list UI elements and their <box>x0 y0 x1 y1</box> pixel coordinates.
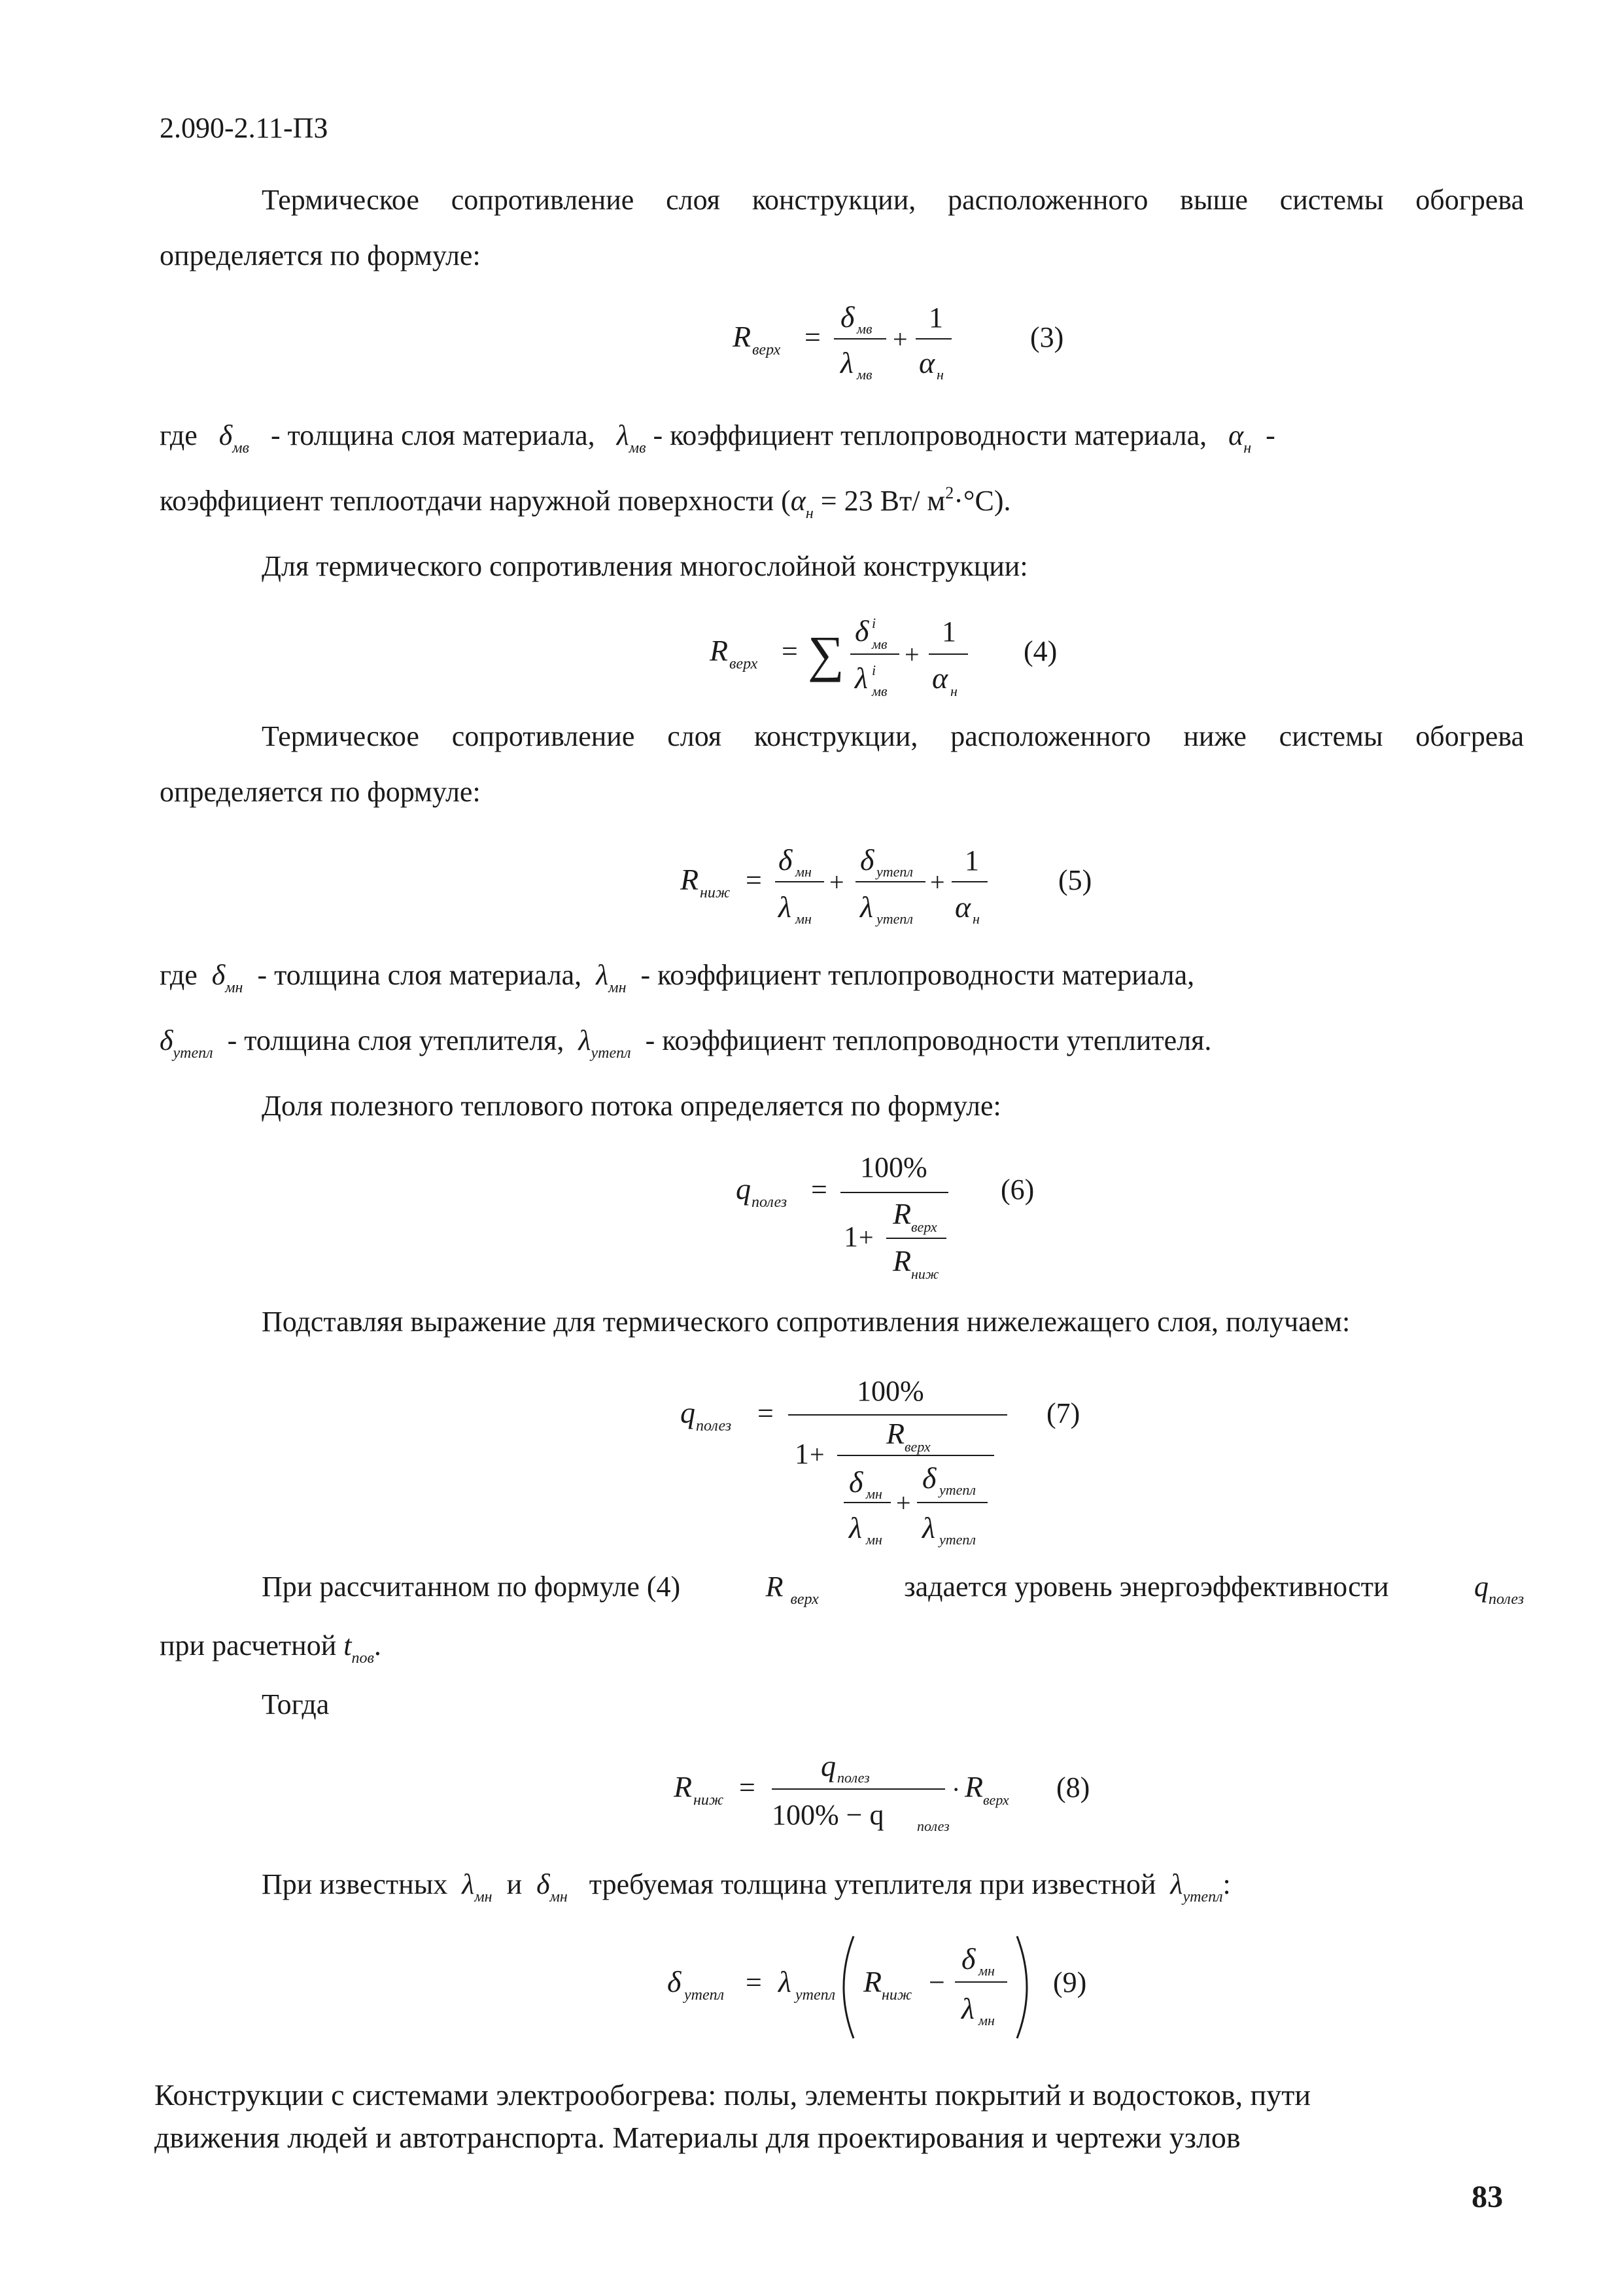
svg-text:(7): (7) <box>1046 1397 1080 1429</box>
footer-line-1: Конструкции с системами электрообогрева: полы, элементы покрытий и водостоков, пути <box>154 2078 1311 2112</box>
svg-text:δ: δ <box>860 843 874 877</box>
paragraph-3: Для термического сопротивления многослойной конструкции: <box>262 550 1028 582</box>
svg-text:q: q <box>821 1749 836 1783</box>
svg-text:мн: мн <box>866 1531 882 1548</box>
svg-text:н: н <box>973 911 980 927</box>
svg-text:=: = <box>757 1397 774 1429</box>
svg-text:λ: λ <box>961 1992 975 2025</box>
paragraph-8-line-2: при расчетной $t_{пов}$. <box>160 1629 381 1667</box>
svg-text:R: R <box>886 1417 905 1450</box>
svg-text:·: · <box>952 1775 961 1804</box>
svg-text:мн: мн <box>978 1962 995 1979</box>
svg-text:(8): (8) <box>1056 1771 1090 1803</box>
svg-text:1: 1 <box>942 616 956 648</box>
paragraph-6: Доля полезного теплового потока определяется по формуле: <box>262 1090 1001 1122</box>
svg-text:ниж: ниж <box>911 1266 939 1282</box>
paragraph-8-line-1: При рассчитанном по формуле (4) R $_{верх}$ задается уровень энергоэффективности $q_{полез}$ <box>262 1571 1524 1608</box>
svg-text:+: + <box>905 640 920 669</box>
svg-text:утепл: утепл <box>795 1987 836 2004</box>
equation-5 <box>680 831 1151 945</box>
svg-text:1: 1 <box>929 302 943 334</box>
svg-text:1: 1 <box>795 1438 809 1470</box>
svg-text:λ: λ <box>840 346 854 379</box>
paragraph-2-line-1: где $\delta_{мв}$ - толщина слоя материала, $\lambda_{мв}$ - коэффициент теплопроводности материала, $\alpha_н$ - <box>160 419 1275 457</box>
svg-text:1: 1 <box>844 1221 858 1253</box>
svg-text:(5): (5) <box>1058 864 1092 896</box>
svg-text:δ: δ <box>855 614 869 648</box>
paragraph-1-line-1: Термическое сопротивление слоя конструкции, расположенного выше системы обогрева <box>262 184 1524 216</box>
svg-text:∑: ∑ <box>808 625 844 682</box>
svg-text:утепл: утепл <box>876 911 914 927</box>
svg-text:мн: мн <box>795 863 812 880</box>
svg-text:−: − <box>929 1966 945 1998</box>
svg-text:R: R <box>893 1197 912 1230</box>
paragraph-9: Тогда <box>262 1688 330 1720</box>
svg-text:R: R <box>863 1965 882 1998</box>
svg-text:1: 1 <box>965 844 979 877</box>
svg-text:+: + <box>859 1223 874 1252</box>
svg-text:мн: мн <box>978 2012 995 2028</box>
svg-text:α: α <box>932 661 948 695</box>
eq3-lhs: R <box>733 320 752 353</box>
svg-text:+: + <box>810 1440 825 1469</box>
svg-text:100%: 100% <box>860 1151 927 1183</box>
svg-text:R: R <box>893 1244 912 1278</box>
svg-text:=: = <box>739 1771 755 1803</box>
paragraph-1-line-2: определяется по формуле: <box>160 239 481 271</box>
svg-text:q: q <box>736 1172 751 1206</box>
svg-text:н: н <box>950 683 958 699</box>
eq3-number: (3) <box>1030 321 1064 353</box>
paragraph-7: Подставляя выражение для термического сопротивления нижележащего слоя, получаем: <box>262 1306 1351 1338</box>
svg-text:=: = <box>811 1174 827 1206</box>
paragraph-5-line-2: $\delta_{утепл}$ - толщина слоя утеплителя, $\lambda_{утепл}$ - коэффициент теплопроводности утеплителя. <box>160 1024 1212 1062</box>
svg-text:R: R <box>680 863 699 896</box>
svg-text:+: + <box>896 1488 911 1518</box>
paragraph-2-line-2: коэффициент теплоотдачи наружной поверхности ($\alpha_н = 23$ Вт/ $м^2\cdot^\circ С$). <box>160 483 1011 522</box>
equation-9 <box>667 1930 1138 2051</box>
svg-text:100% − q: 100% − q <box>772 1799 884 1831</box>
svg-text:+: + <box>829 867 844 897</box>
paragraph-4-line-2: определяется по формуле: <box>160 776 481 808</box>
svg-text:δ: δ <box>840 300 855 334</box>
svg-text:мн: мн <box>795 911 812 927</box>
svg-text:мв: мв <box>857 321 872 337</box>
svg-text:=: = <box>746 1966 762 1998</box>
svg-text:R: R <box>965 1770 984 1803</box>
svg-text:λ: λ <box>922 1511 935 1544</box>
svg-text:мн: мн <box>866 1486 882 1502</box>
svg-text:α: α <box>955 890 971 924</box>
svg-text:мв: мв <box>857 366 872 383</box>
svg-text:i: i <box>872 662 876 678</box>
svg-text:утепл: утепл <box>939 1531 976 1548</box>
svg-text:R: R <box>710 634 729 667</box>
svg-text:R: R <box>674 1770 693 1803</box>
svg-text:мв: мв <box>872 683 888 699</box>
svg-text:δ: δ <box>922 1461 937 1495</box>
svg-text:=: = <box>782 635 798 667</box>
equation-3 <box>733 288 1125 402</box>
footer-line-2: движения людей и автотранспорта. Материалы для проектирования и чертежи узлов <box>154 2121 1241 2154</box>
svg-text:утепл: утепл <box>939 1482 976 1498</box>
svg-text:λ: λ <box>778 1965 791 1998</box>
svg-text:δ: δ <box>961 1942 976 1975</box>
svg-text:δ: δ <box>849 1465 863 1499</box>
paragraph-5-line-1: где $\delta_{мн}$ - толщина слоя материала, $\lambda_{мн}$ - коэффициент теплопроводности материала, <box>160 959 1195 996</box>
svg-text:верх: верх <box>983 1792 1009 1808</box>
svg-text:λ: λ <box>860 890 873 924</box>
svg-text:н: н <box>937 366 944 383</box>
svg-text:(6): (6) <box>1001 1174 1035 1206</box>
svg-text:δ: δ <box>667 1965 682 1998</box>
svg-text:i: i <box>872 615 876 631</box>
svg-text:+: + <box>893 324 908 354</box>
svg-text:=: = <box>746 864 762 896</box>
svg-text:q: q <box>680 1396 695 1429</box>
equation-7 <box>680 1357 1151 1570</box>
svg-text:α: α <box>919 346 935 379</box>
svg-text:λ: λ <box>855 661 868 695</box>
paragraph-10: При известных $\lambda_{мн}$ и $\delta_{мн}$ требуемая толщина утеплителя при известной $\lambda_{утепл}$: <box>262 1868 1231 1905</box>
svg-text:δ: δ <box>778 843 793 877</box>
svg-text:утепл: утепл <box>684 1987 725 2004</box>
svg-text:мв: мв <box>872 636 888 652</box>
equation-8 <box>674 1743 1145 1851</box>
svg-text:ниж: ниж <box>700 884 731 901</box>
svg-text:полез: полез <box>917 1818 950 1834</box>
svg-text:утепл: утепл <box>876 863 914 880</box>
svg-text:полез: полез <box>696 1418 732 1435</box>
paragraph-4-line-1: Термическое сопротивление слоя конструкции, расположенного ниже системы обогрева <box>262 720 1524 752</box>
svg-text:+: + <box>930 867 945 897</box>
svg-text:=: = <box>804 321 821 353</box>
svg-text:ниж: ниж <box>882 1987 912 2004</box>
equation-4 <box>710 602 1115 716</box>
document-code: 2.090-2.11-ПЗ <box>160 112 328 144</box>
svg-text:верх: верх <box>729 655 758 672</box>
svg-text:верх: верх <box>911 1219 937 1235</box>
eq3-lhs-sub: верх <box>752 341 781 358</box>
svg-text:полез: полез <box>837 1769 870 1786</box>
svg-text:(9): (9) <box>1053 1966 1087 1998</box>
page-number: 83 <box>1472 2180 1503 2214</box>
svg-text:100%: 100% <box>857 1375 924 1407</box>
svg-text:полез: полез <box>752 1194 787 1211</box>
svg-text:(4): (4) <box>1024 635 1058 667</box>
svg-text:λ: λ <box>778 890 791 924</box>
svg-text:верх: верх <box>905 1438 931 1455</box>
equation-6 <box>736 1141 1076 1295</box>
svg-text:λ: λ <box>849 1511 862 1544</box>
svg-text:ниж: ниж <box>693 1792 724 1809</box>
